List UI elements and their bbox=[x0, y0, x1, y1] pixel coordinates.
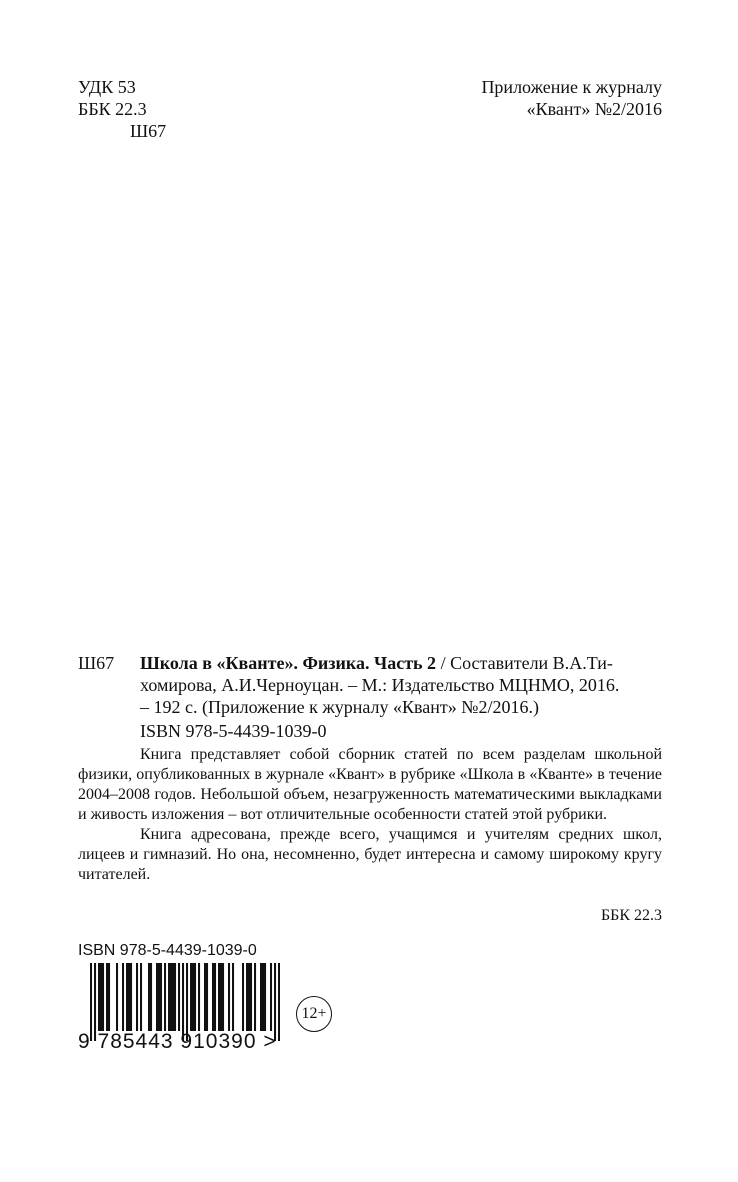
barcode-bar bbox=[122, 963, 124, 1031]
barcode-bar bbox=[116, 963, 118, 1031]
entry-line-2: хомирова, А.И.Черноуцан. – М.: Издательство МЦНМО, 2016. bbox=[140, 675, 620, 695]
age-rating-label: 12+ bbox=[301, 1005, 327, 1022]
barcode-bar bbox=[218, 963, 220, 1031]
bbk-code: ББК 22.3 bbox=[78, 99, 147, 119]
barcode-bar bbox=[106, 963, 108, 1031]
annotation-bbk: ББК 22.3 bbox=[600, 907, 662, 924]
barcode-bar bbox=[172, 963, 174, 1031]
annotation-paragraph-1: Книга представляет собой сборник статей по всем разделам школьной физики, опубликованных в журнале «Квант» в рубрике «Школа в «Кванте» в течение 2004–2008 годов. Небольшой объем, незагруженность математическими выкладками и живость изложения – вот отличительные особенности статей этой рубрики. bbox=[78, 746, 662, 823]
annotation-paragraph-2: Книга адресована, прежде всего, учащимся и учителям средних школ, лицеев и гимназий. Но она, несомненно, будет интересна и самому широкому кругу читателей. bbox=[78, 826, 662, 883]
barcode-bar bbox=[126, 963, 128, 1031]
barcode-block bbox=[78, 942, 290, 1072]
isbn-number: ISBN 978-5-4439-1039-0 bbox=[140, 721, 327, 741]
barcode-bar bbox=[192, 963, 194, 1031]
supplement-line-1: Приложение к журналу bbox=[481, 77, 662, 97]
entry-author-code: Ш67 bbox=[78, 653, 115, 673]
barcode-bar bbox=[128, 963, 130, 1031]
barcode-bar bbox=[100, 963, 102, 1031]
udk-code: УДК 53 bbox=[78, 77, 136, 97]
entry-line-3: – 192 с. (Приложение к журналу «Квант» №2/2016.) bbox=[140, 697, 539, 717]
barcode-bar bbox=[178, 963, 180, 1031]
barcode-bar bbox=[270, 963, 272, 1031]
barcode-bar bbox=[206, 963, 208, 1031]
book-title: Школа в «Кванте». Физика. Часть 2 bbox=[140, 653, 437, 673]
barcode-bar bbox=[108, 963, 110, 1031]
barcode-bar bbox=[160, 963, 162, 1031]
bibliographic-entry bbox=[140, 652, 662, 718]
barcode-bar bbox=[158, 963, 160, 1031]
compilers: / Составители В.А.Ти- bbox=[436, 653, 613, 673]
barcode-bar bbox=[278, 963, 280, 1041]
barcode-bar bbox=[102, 963, 104, 1031]
annotation bbox=[78, 745, 662, 885]
barcode-bar bbox=[248, 963, 250, 1031]
barcode-bar bbox=[98, 963, 100, 1031]
barcode-bar bbox=[264, 963, 266, 1031]
supplement-note bbox=[481, 76, 662, 120]
barcode-bar bbox=[220, 963, 222, 1031]
barcode-bar bbox=[198, 963, 200, 1031]
barcode-bar bbox=[246, 963, 248, 1031]
author-code: Ш67 bbox=[130, 121, 167, 141]
barcode-bar bbox=[140, 963, 142, 1031]
supplement-line-2: «Квант» №2/2016 bbox=[526, 99, 662, 119]
barcode-bar bbox=[212, 963, 214, 1031]
barcode-bar bbox=[150, 963, 152, 1031]
barcode-bar bbox=[228, 963, 230, 1031]
barcode-bar bbox=[232, 963, 234, 1031]
barcode-bar bbox=[170, 963, 172, 1031]
barcode-bar bbox=[250, 963, 252, 1031]
barcode-bar bbox=[262, 963, 264, 1031]
barcode-bar bbox=[194, 963, 196, 1031]
barcode-digits: 9 785443 910390 > bbox=[78, 1030, 277, 1053]
barcode-bar bbox=[156, 963, 158, 1031]
barcode-bar bbox=[136, 963, 138, 1031]
entry-line-1 bbox=[140, 652, 662, 674]
barcode-bar bbox=[164, 963, 166, 1031]
barcode-bar bbox=[148, 963, 150, 1031]
barcode-bar bbox=[190, 963, 192, 1031]
barcode-bar bbox=[174, 963, 176, 1031]
barcode-isbn-label: ISBN 978-5-4439-1039-0 bbox=[78, 942, 257, 959]
barcode-bar bbox=[214, 963, 216, 1031]
barcode-bar bbox=[204, 963, 206, 1031]
barcode-bar bbox=[222, 963, 224, 1031]
age-rating-badge bbox=[296, 996, 332, 1032]
barcode-bar bbox=[168, 963, 170, 1031]
barcode-bar bbox=[260, 963, 262, 1031]
barcode-bar bbox=[242, 963, 244, 1031]
barcode-bar bbox=[130, 963, 132, 1031]
barcode-bar bbox=[254, 963, 256, 1031]
